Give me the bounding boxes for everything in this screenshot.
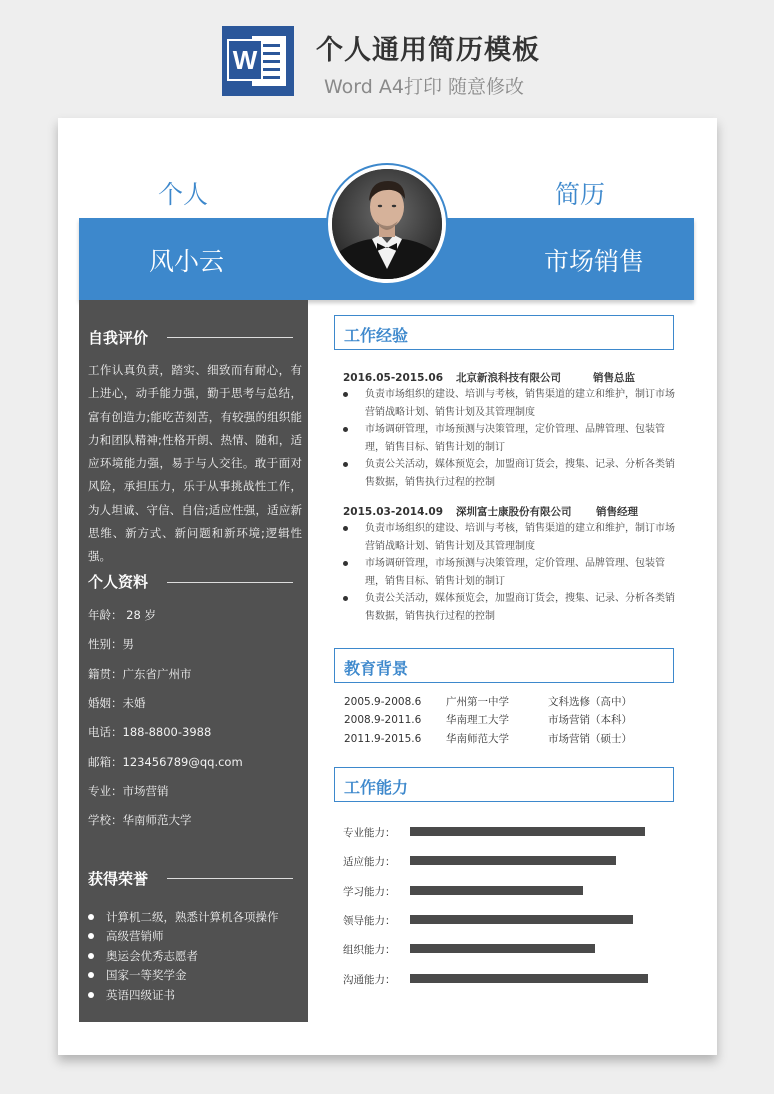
job-duty: 负责市场组织的建设、培训与考核，销售渠道的建立和维护，制订市场营销战略计划、销售计划及其管理制度 <box>343 520 675 555</box>
skill-meter <box>410 856 650 865</box>
skill-meter <box>410 944 650 953</box>
honor-item: 英语四级证书 <box>88 987 175 1003</box>
personal-info-divider <box>167 582 293 583</box>
honors-heading: 获得荣誉 <box>88 870 149 888</box>
education-row <box>344 694 632 709</box>
bullet-icon <box>88 992 94 998</box>
bullet-icon <box>88 914 94 920</box>
job-company: 北京新浪科技有限公司 <box>456 372 561 384</box>
page-subtitle: Word A4打印 随意修改 <box>324 76 525 98</box>
job-duty: 负责公关活动，媒体预览会，加盟商订货会，搜集、记录、分析各类销售数据，销售执行过程的控制 <box>343 456 675 491</box>
avatar <box>326 163 448 285</box>
job-header <box>343 504 638 519</box>
honor-item: 奥运会优秀志愿者 <box>88 948 198 964</box>
edu-major: 市场营销（本科） <box>548 714 632 726</box>
edu-school: 华南理工大学 <box>446 714 509 726</box>
avatar-photo <box>332 169 442 279</box>
info-hometown: 籍贯：广东省广州市 <box>88 667 192 681</box>
word-icon-letter: W <box>232 45 258 75</box>
job-period: 2016.05-2015.06 <box>343 372 444 384</box>
edu-period: 2008.9-2011.6 <box>344 714 422 726</box>
portrait-image <box>332 169 442 279</box>
work-section-header <box>334 315 674 350</box>
edu-school: 广州第一中学 <box>446 696 509 708</box>
person-name: 风小云 <box>149 247 225 276</box>
skill-label: 适应能力： <box>343 856 396 868</box>
honor-item: 高级营销师 <box>88 928 164 944</box>
honor-item: 国家一等奖学金 <box>88 967 187 983</box>
bullet-icon <box>343 427 348 432</box>
job-title: 市场销售 <box>543 247 644 276</box>
job-header <box>343 370 635 385</box>
job-position: 销售总监 <box>593 372 635 384</box>
skill-label: 组织能力： <box>343 944 396 956</box>
skill-meter <box>410 915 650 924</box>
bullet-icon <box>88 933 94 939</box>
honor-item: 计算机二级，熟悉计算机各项操作 <box>88 909 279 925</box>
bullet-icon <box>343 596 348 601</box>
info-email: 邮箱：123456789@qq.com <box>88 755 243 769</box>
skill-label: 领导能力： <box>343 915 396 927</box>
self-eval-heading: 自我评价 <box>88 329 149 347</box>
edu-period: 2005.9-2008.6 <box>344 696 422 708</box>
education-row <box>344 731 632 746</box>
skill-label: 专业能力： <box>343 827 396 839</box>
skill-bar <box>410 886 583 895</box>
info-major: 专业：市场营销 <box>88 784 169 798</box>
skill-bar <box>410 974 648 983</box>
skill-meter <box>410 886 650 895</box>
info-phone: 电话：188-8800-3988 <box>88 725 212 739</box>
resume-sheet <box>58 118 717 1055</box>
skill-bar <box>410 915 633 924</box>
skill-bar <box>410 944 595 953</box>
page-title: 个人通用简历模板 <box>316 35 540 66</box>
bullet-icon <box>88 953 94 959</box>
edu-major: 市场营销（硕士） <box>548 733 632 745</box>
skills-section-header <box>334 767 674 802</box>
self-eval-divider <box>167 337 293 338</box>
job-duty: 市场调研管理，市场预测与决策管理，定价管理、品牌管理、包装管理，销售目标、销售计划的制订 <box>343 555 675 590</box>
skills-section-title: 工作能力 <box>344 778 409 797</box>
work-section-title: 工作经验 <box>344 326 409 345</box>
skill-label: 沟通能力： <box>343 974 396 986</box>
skill-bar <box>410 856 616 865</box>
personal-info-heading: 个人资料 <box>88 573 149 591</box>
skill-bar <box>410 827 645 836</box>
info-age: 年龄： 28 岁 <box>88 608 156 622</box>
label-resume: 简历 <box>555 180 606 209</box>
sidebar <box>79 300 308 1022</box>
label-personal: 个人 <box>158 180 209 209</box>
edu-school: 华南师范大学 <box>446 733 509 745</box>
info-gender: 性别：男 <box>88 637 134 651</box>
edu-period: 2011.9-2015.6 <box>344 733 422 745</box>
job-duty: 负责市场组织的建设、培训与考核，销售渠道的建立和维护，制订市场营销战略计划、销售计划及其管理制度 <box>343 386 675 421</box>
info-school: 学校：华南师范大学 <box>88 813 192 827</box>
job-duty: 市场调研管理，市场预测与决策管理，定价管理、品牌管理、包装管理，销售目标、销售计划的制订 <box>343 421 675 456</box>
skill-meter <box>410 827 650 836</box>
job-period: 2015.03-2014.09 <box>343 506 444 518</box>
word-doc-icon <box>222 26 294 96</box>
self-eval-text: 工作认真负责，踏实、细致而有耐心，有上进心，动手能力强，勤于思考与总结，富有创造力;能吃苦刻苦，有较强的组织能力和团队精神;性格开朗、热情、随和，适应环境能力强，易于与人交往。敢于面对风险，承担压力，乐于从事挑战性工作，为人坦诚、守信、自信;适应性强，适应新思维、新方式、新问题和新环境;逻辑性强。 <box>88 363 302 564</box>
job-position: 销售经理 <box>596 506 638 518</box>
job-company: 深圳富士康股份有限公司 <box>456 506 572 518</box>
page-header <box>0 0 774 118</box>
job-duty: 负责公关活动，媒体预览会，加盟商订货会，搜集、记录、分析各类销售数据，销售执行过程的控制 <box>343 590 675 625</box>
bullet-icon <box>343 561 348 566</box>
education-section-header <box>334 648 674 683</box>
skill-label: 学习能力： <box>343 886 396 898</box>
bullet-icon <box>343 392 348 397</box>
honors-divider <box>167 878 293 879</box>
bullet-icon <box>88 972 94 978</box>
bullet-icon <box>343 526 348 531</box>
education-row <box>344 712 632 727</box>
skill-meter <box>410 974 650 983</box>
bullet-icon <box>343 462 348 467</box>
education-section-title: 教育背景 <box>344 659 409 678</box>
info-marital: 婚姻：未婚 <box>88 696 146 710</box>
edu-major: 文科选修（高中） <box>548 696 632 708</box>
